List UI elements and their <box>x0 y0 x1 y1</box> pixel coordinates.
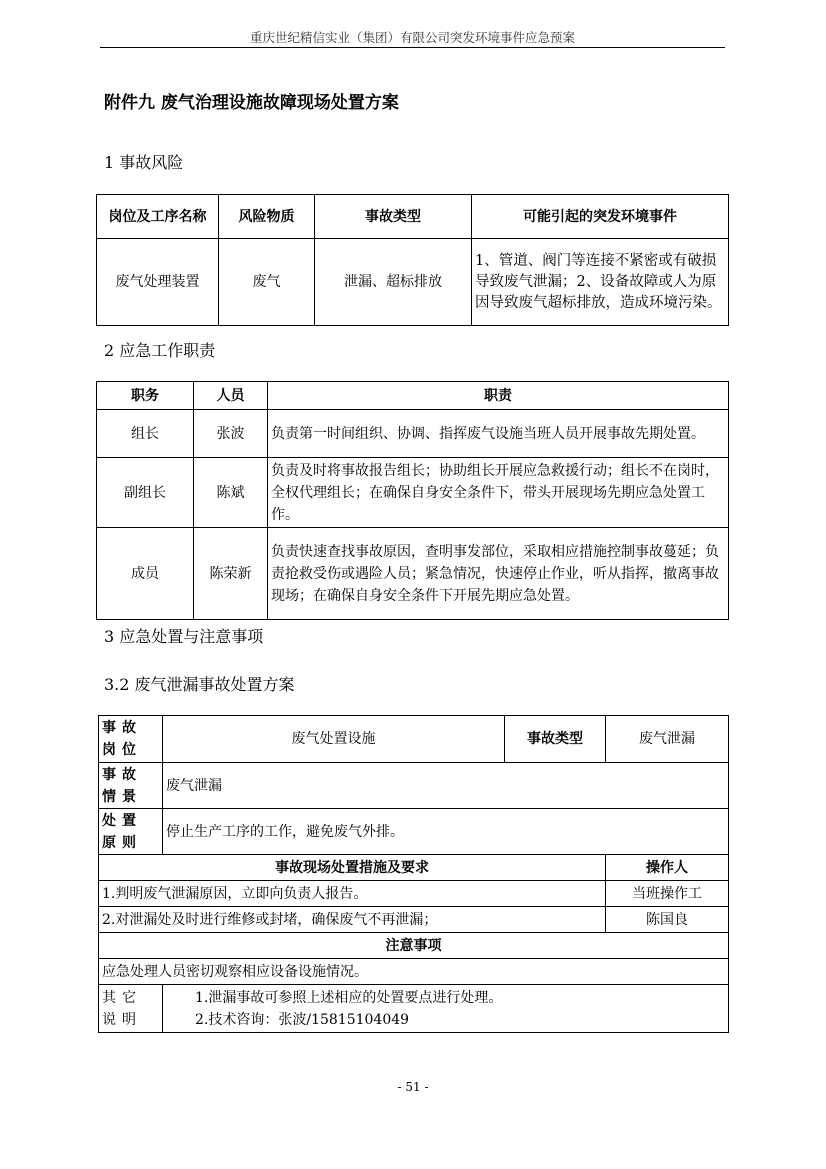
measure-row <box>99 881 729 907</box>
other-label: 其它说明 <box>99 985 163 1033</box>
risk-events: 1、管道、阀门等连接不紧密或有破损导致废气泄漏；2、设备故障或人为原因导致废气超标排放，造成环境污染。 <box>472 239 729 326</box>
measure-operator: 当班操作工 <box>606 881 729 907</box>
risk-col-events: 可能引起的突发环境事件 <box>472 195 729 239</box>
duty-col-role: 职务 <box>97 382 194 410</box>
duty-table <box>96 381 729 620</box>
duty-row <box>97 458 729 528</box>
notes-header: 注意事项 <box>99 933 729 959</box>
duty-text: 负责第一时间组织、协调、指挥废气设施当班人员开展事故先期处置。 <box>268 410 729 458</box>
other-notes <box>163 985 729 1033</box>
duty-row <box>97 528 729 620</box>
measure-row <box>99 907 729 933</box>
risk-type: 泄漏、超标排放 <box>315 239 472 326</box>
risk-col-substance: 风险物质 <box>219 195 315 239</box>
risk-table <box>96 194 729 326</box>
scene-value: 废气泄漏 <box>163 763 729 809</box>
section-3-2-heading: 3.2 废气泄漏事故处置方案 <box>104 675 295 694</box>
risk-substance: 废气 <box>219 239 315 326</box>
post-label: 事故岗位 <box>99 716 163 763</box>
risk-col-type: 事故类型 <box>315 195 472 239</box>
duty-row <box>97 410 729 458</box>
type-label: 事故类型 <box>505 716 606 763</box>
duty-role: 组长 <box>97 410 194 458</box>
risk-col-post: 岗位及工序名称 <box>97 195 219 239</box>
duty-person: 陈斌 <box>194 458 268 528</box>
measures-header: 事故现场处置措施及要求 <box>99 855 606 881</box>
handling-table <box>98 715 729 1033</box>
page-number: - 51 - <box>397 1080 429 1094</box>
measure-operator: 陈国良 <box>606 907 729 933</box>
scene-label: 事故情景 <box>99 763 163 809</box>
other-note-line: 1.泄漏事故可参照上述相应的处置要点进行处理。 <box>195 989 503 1006</box>
notes-value: 应急处理人员密切观察相应设备设施情况。 <box>99 959 729 985</box>
duty-text: 负责快速查找事故原因，查明事发部位，采取相应措施控制事故蔓延；负责抢救受伤或遇险人员；紧急情况，快速停止作业，听从指挥，撤离事故现场；在确保自身安全条件下开展先期应急处置。 <box>268 528 729 620</box>
risk-post: 废气处理装置 <box>97 239 219 326</box>
duty-col-duty: 职责 <box>268 382 729 410</box>
measure-text: 1.判明废气泄漏原因，立即向负责人报告。 <box>99 881 606 907</box>
duty-role: 副组长 <box>97 458 194 528</box>
principle-value: 停止生产工序的工作，避免废气外排。 <box>163 809 729 855</box>
duty-person: 陈荣新 <box>194 528 268 620</box>
duty-role: 成员 <box>97 528 194 620</box>
page-header: 重庆世纪精信实业（集团）有限公司突发环境事件应急预案 <box>249 30 575 45</box>
duty-col-person: 人员 <box>194 382 268 410</box>
other-note-line: 2.技术咨询：张波/15815104049 <box>195 1011 410 1028</box>
measure-text: 2.对泄漏处及时进行维修或封堵，确保废气不再泄漏； <box>99 907 606 933</box>
section-3-heading: 3 应急处置与注意事项 <box>104 627 264 646</box>
operator-header: 操作人 <box>606 855 729 881</box>
principle-label: 处置原则 <box>99 809 163 855</box>
document-title: 附件九 废气治理设施故障现场处置方案 <box>104 93 399 113</box>
header-divider <box>100 47 725 48</box>
duty-text: 负责及时将事故报告组长；协助组长开展应急救援行动；组长不在岗时，全权代理组长；在确保自身安全条件下，带头开展现场先期应急处置工作。 <box>268 458 729 528</box>
duty-person: 张波 <box>194 410 268 458</box>
type-value: 废气泄漏 <box>606 716 729 763</box>
post-value: 废气处置设施 <box>163 716 505 763</box>
section-1-heading: 1 事故风险 <box>104 153 184 172</box>
section-2-heading: 2 应急工作职责 <box>104 341 216 360</box>
